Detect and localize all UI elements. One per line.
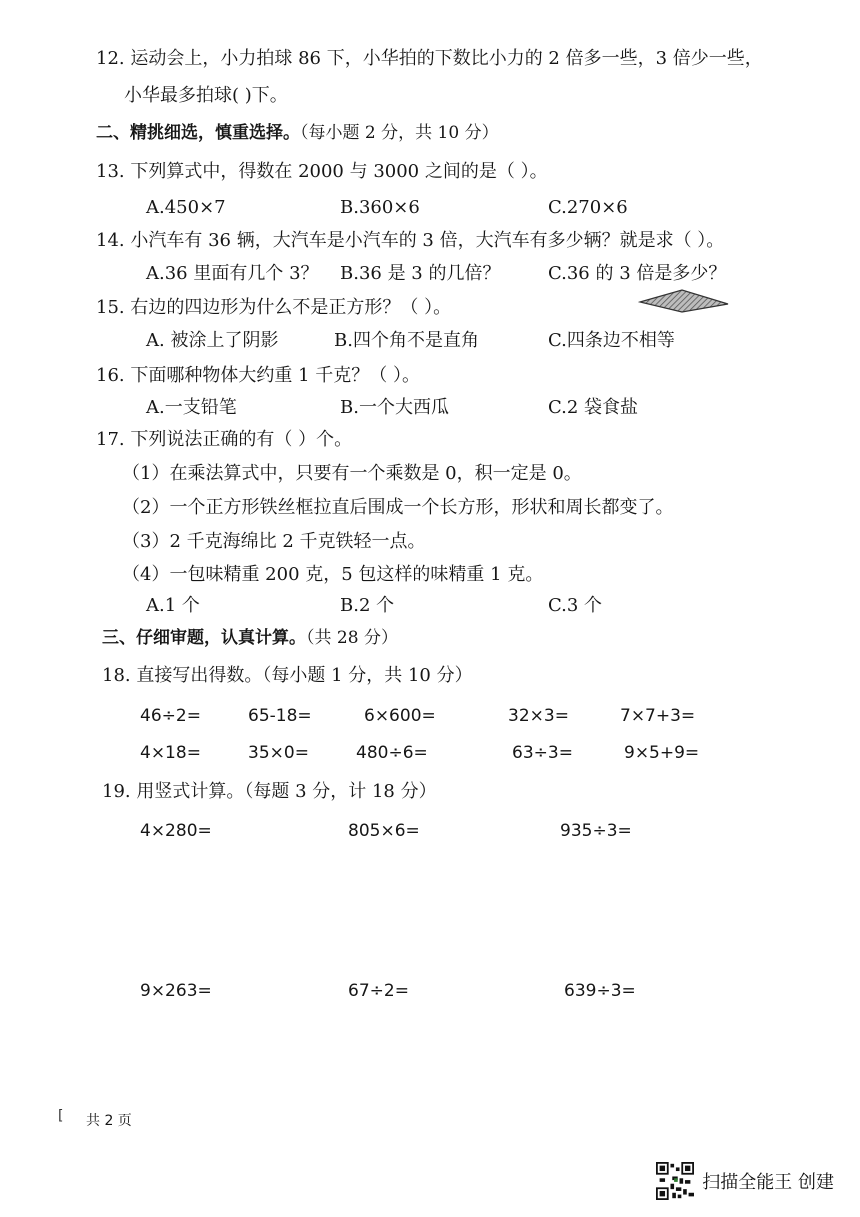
q14-option-b[interactable]: B.36 是 3 的几倍？ <box>340 263 501 284</box>
section-3-title: 三、仔细审题，认真计算。 <box>102 628 306 648</box>
section-2-note: （每小题 2 分，共 10 分） <box>300 123 499 143</box>
q17-statement-4: （4）一包味精重 200 克，5 包这样的味精重 1 克。 <box>122 564 544 585</box>
q14-stem: 14. 小汽车有 36 辆，大汽车是小汽车的 3 倍，大汽车有多少辆？就是求（ ）。 <box>96 230 725 251</box>
q14-option-c[interactable]: C.36 的 3 倍是多少？ <box>548 263 727 284</box>
q13-option-b[interactable]: B.360×6 <box>340 197 420 218</box>
q18-item-8: 480÷6= <box>356 743 428 763</box>
q13-stem: 13. 下列算式中，得数在 2000 与 3000 之间的是（ ）。 <box>96 161 548 182</box>
qr-code-icon <box>656 1162 694 1200</box>
q13-option-a[interactable]: A.450×7 <box>146 197 226 218</box>
q17-statement-3: （3）2 千克海绵比 2 千克铁轻一点。 <box>122 531 426 552</box>
scanner-watermark <box>656 1162 834 1200</box>
section-3-note: （共 28 分） <box>306 628 398 648</box>
q19-item-6: 639÷3= <box>564 981 636 1001</box>
q17-option-a[interactable]: A.1 个 <box>146 595 200 616</box>
q18-item-3: 6×600= <box>364 706 436 726</box>
q13-option-c[interactable]: C.270×6 <box>548 197 628 218</box>
q12-line1: 12. 运动会上，小力拍球 86 下，小华拍的下数比小力的 2 倍多一些，3 倍少一些， <box>96 48 763 69</box>
q17-statement-2: （2）一个正方形铁丝框拉直后围成一个长方形，形状和周长都变了。 <box>122 497 674 518</box>
q17-option-b[interactable]: B.2 个 <box>340 595 395 616</box>
q18-item-7: 35×0= <box>248 743 309 763</box>
q15-stem: 15. 右边的四边形为什么不是正方形？（ ）。 <box>96 297 452 318</box>
q16-option-b[interactable]: B.一个大西瓜 <box>340 397 449 418</box>
q19-item-3: 935÷3= <box>560 821 632 841</box>
q18-item-1: 46÷2= <box>140 706 201 726</box>
section-2-heading <box>96 121 499 145</box>
q14-option-a[interactable]: A.36 里面有几个 3？ <box>146 263 319 284</box>
q15-option-a[interactable]: A. 被涂上了阴影 <box>146 330 279 351</box>
q15-option-b[interactable]: B.四个角不是直角 <box>334 330 479 351</box>
q15-option-c[interactable]: C.四条边不相等 <box>548 330 675 351</box>
shaded-rhombus-figure <box>638 288 730 314</box>
q19-item-5: 67÷2= <box>348 981 409 1001</box>
q18-item-5: 7×7+3= <box>620 706 696 726</box>
q18-item-6: 4×18= <box>140 743 201 763</box>
q16-stem: 16. 下面哪种物体大约重 1 千克？（ ）。 <box>96 365 420 386</box>
q18-item-9: 63÷3= <box>512 743 573 763</box>
q12-line2: 小华最多拍球( )下。 <box>124 85 288 106</box>
section-2-title: 二、精挑细选，慎重选择。 <box>96 123 300 143</box>
page-edge-mark: [ <box>58 1108 64 1124</box>
q19-stem: 19. 用竖式计算。（每题 3 分，计 18 分） <box>102 781 437 802</box>
q18-item-2: 65-18= <box>248 706 312 726</box>
q18-stem: 18. 直接写出得数。（每小题 1 分，共 10 分） <box>102 665 473 686</box>
section-3-heading <box>102 626 398 650</box>
q16-option-c[interactable]: C.2 袋食盐 <box>548 397 639 418</box>
q17-statement-1: （1）在乘法算式中，只要有一个乘数是 0，积一定是 0。 <box>122 463 582 484</box>
q16-option-a[interactable]: A.一支铅笔 <box>146 397 237 418</box>
page-count: 共 2 页 <box>86 1113 132 1129</box>
q17-stem: 17. 下列说法正确的有（ ）个。 <box>96 429 353 450</box>
q18-item-10: 9×5+9= <box>624 743 700 763</box>
q17-option-c[interactable]: C.3 个 <box>548 595 603 616</box>
scanner-label: 扫描全能王 创建 <box>702 1172 834 1193</box>
q19-item-1: 4×280= <box>140 821 212 841</box>
q19-item-2: 805×6= <box>348 821 420 841</box>
q18-item-4: 32×3= <box>508 706 569 726</box>
q19-item-4: 9×263= <box>140 981 212 1001</box>
